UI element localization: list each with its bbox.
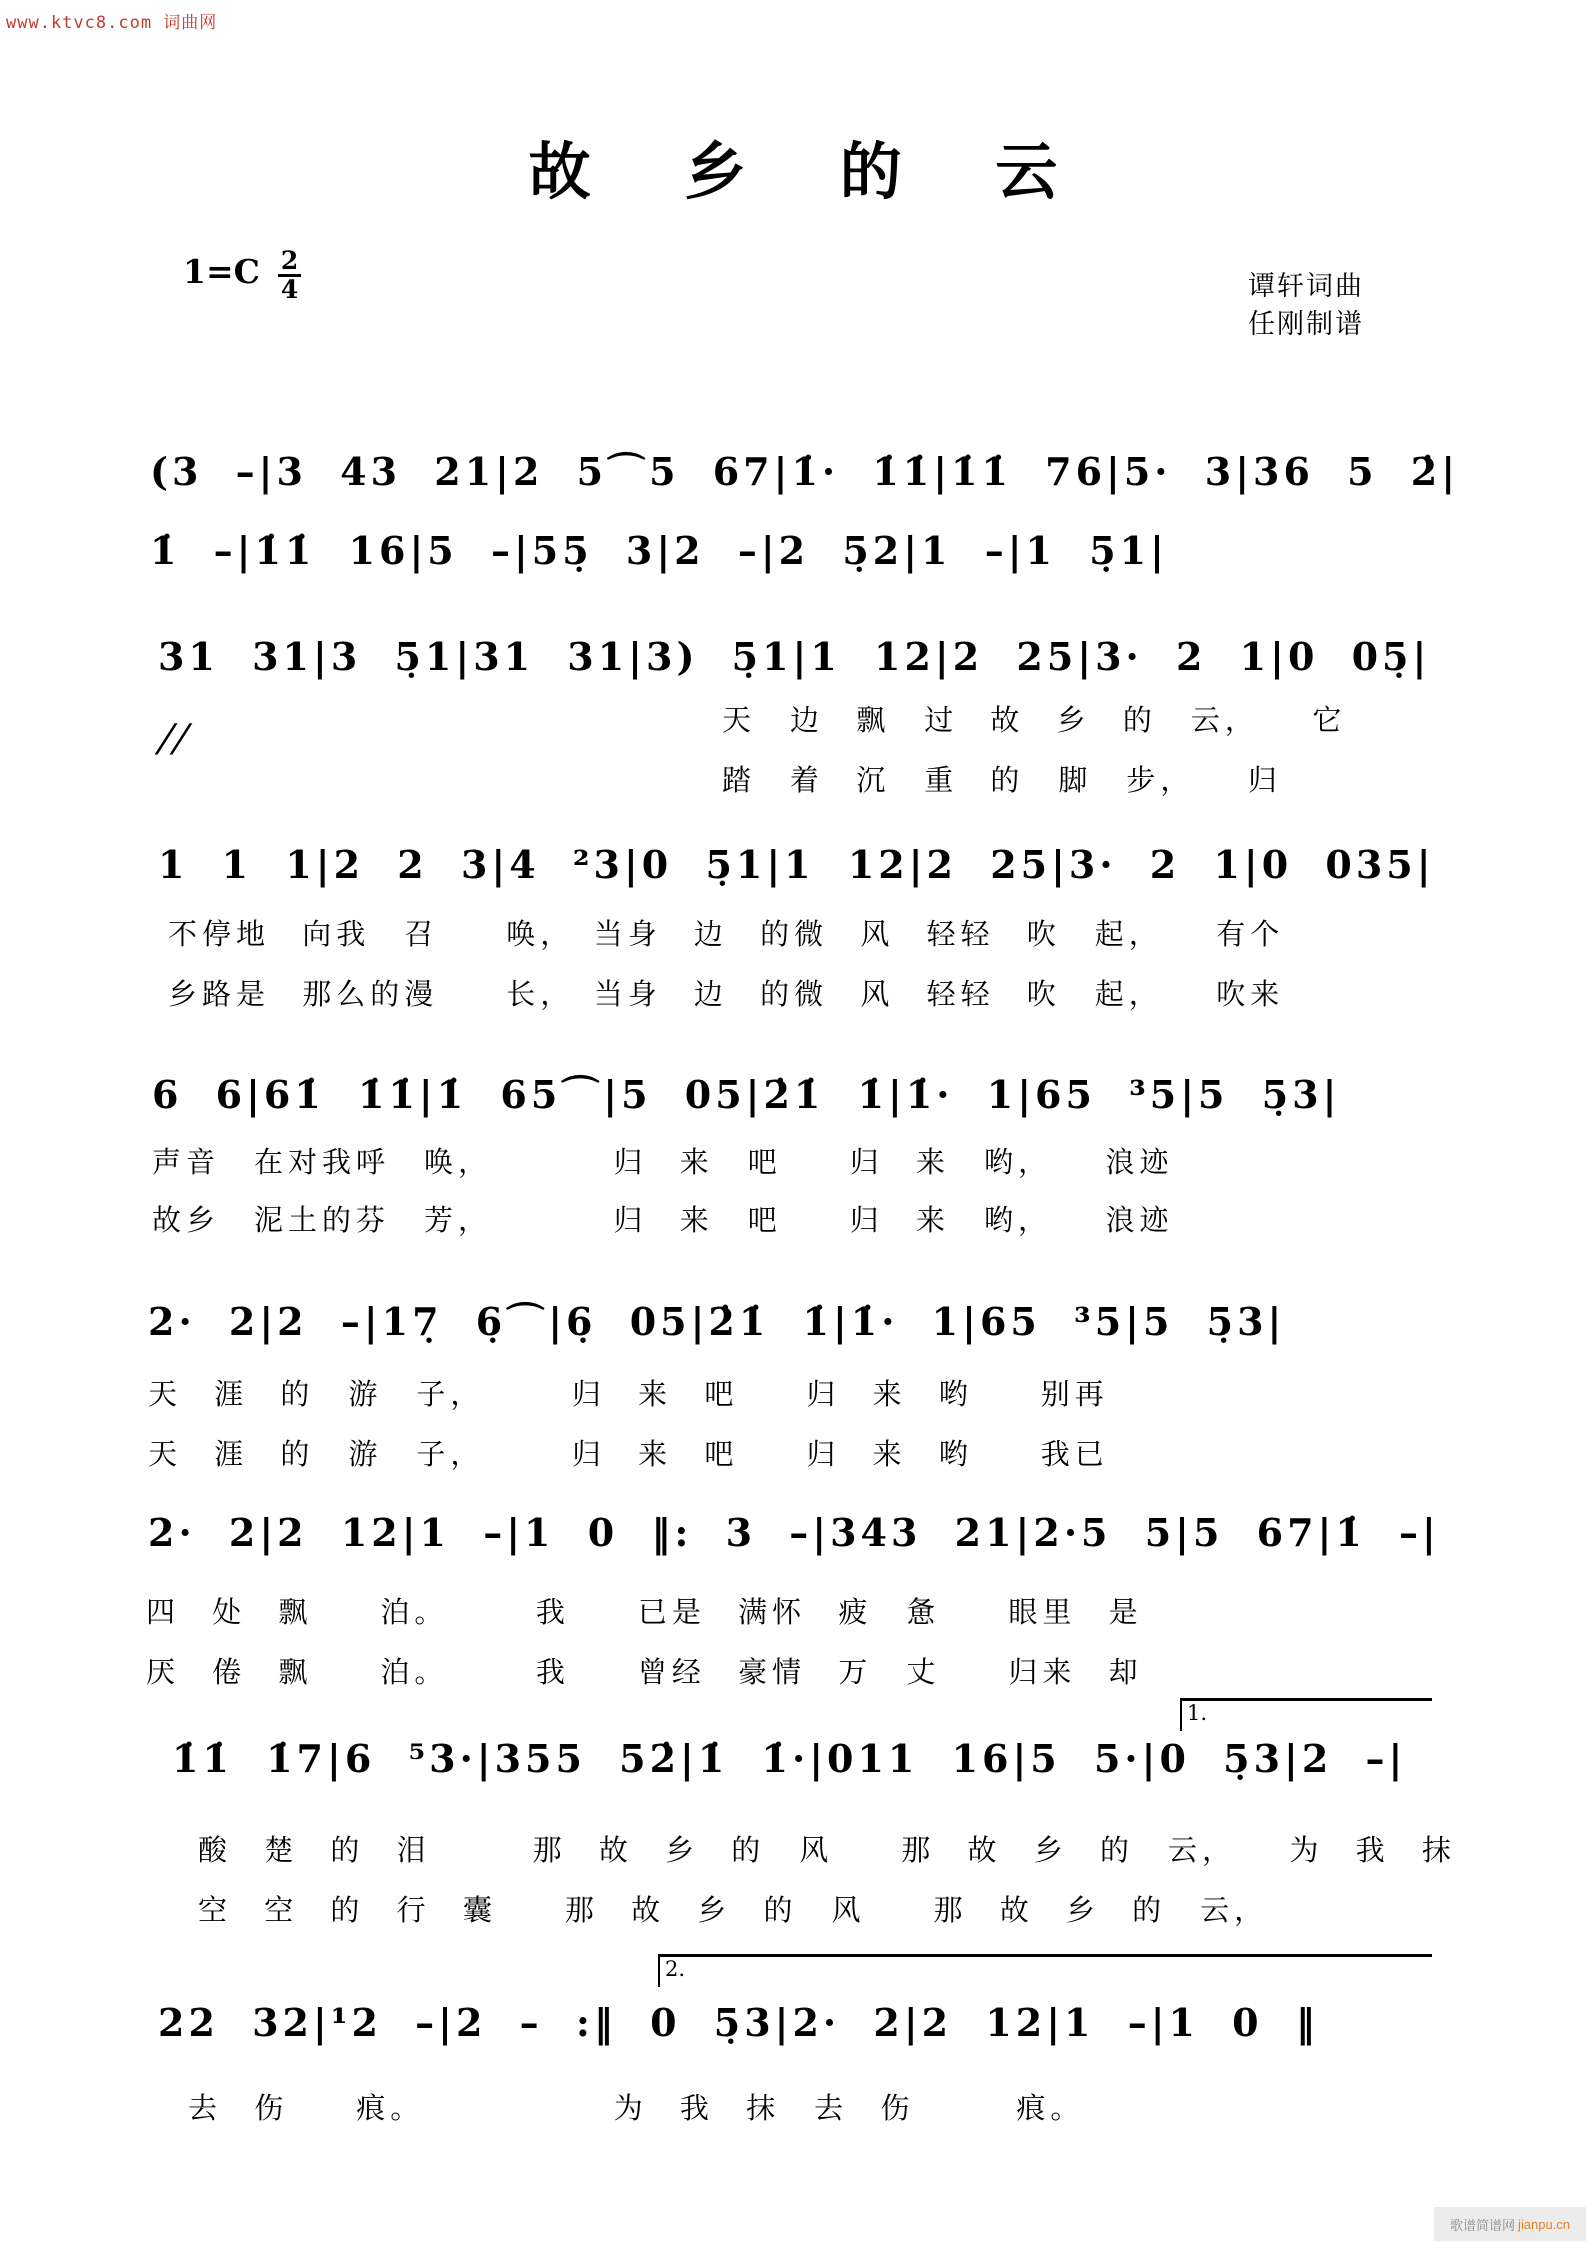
lyrics-line-9: 去 伤 痕。 为 我 抹 去 伤 痕。	[188, 2091, 1085, 2125]
key-label: 1=C	[183, 252, 260, 291]
meter-denominator: 4	[280, 275, 299, 305]
lyrics-line-3a: 天 边 飘 过 故 乡 的 云， 它	[722, 703, 1347, 737]
lyrics-line-8b: 空 空 的 行 囊 那 故 乡 的 风 那 故 乡 的 云，	[198, 1893, 1269, 1927]
credits	[1248, 268, 1364, 344]
time-signature	[278, 248, 301, 304]
credit-lyricist-composer: 谭轩词曲	[1248, 271, 1364, 302]
watermark-bottom	[1434, 2207, 1586, 2241]
notation-line-1: (3 –|3 43 21|2 5⌒5 67|1̇· 1̇1̇|1̇1̇ 76|5· 3|36 5 2̇|	[150, 449, 1460, 494]
notation-line-2: 1̇ –|1̇1̇ 16|5 –|55̣ 3|2 –|2 5̣2|1 –|1 5̣1|	[150, 528, 1168, 573]
lyrics-line-5b: 故乡 泥土的芬 芳， 归 来 吧 归 来 哟， 浪迹	[152, 1203, 1174, 1237]
lyrics-line-7b: 厌 倦 飘 泊。 我 曾经 豪情 万 丈 归来 却	[146, 1655, 1143, 1689]
watermark-site-url: jianpu.cn	[1517, 2216, 1571, 2232]
lyrics-line-3b: 踏 着 沉 重 的 脚 步， 归	[722, 763, 1282, 797]
volta-1-label: 1.	[1187, 1701, 1208, 1725]
watermark-site-name: 歌谱简谱网	[1449, 2217, 1515, 2233]
volta-bracket-1	[1180, 1698, 1432, 1731]
meter-numerator: 2	[278, 248, 301, 277]
lyrics-line-5a: 声音 在对我呼 唤， 归 来 吧 归 来 哟， 浪迹	[152, 1145, 1174, 1179]
notation-line-4: 1 1 1|2 2 3|4 ²3|0 5̣1|1 12|2 25|3· 2 1|0 035|	[158, 842, 1435, 887]
notation-line-8: 1̇1̇ 1̇7|6 ⁵3·|355 52̇|1̇ 1̇·|011 16|5 5·|0 5̣3|2 –|	[172, 1736, 1407, 1781]
notation-line-9: 22 32|¹2 –|2 – :‖ 0 5̣3|2· 2|2 12|1 –|1 0 ‖	[158, 2000, 1319, 2045]
volta-bracket-2	[658, 1954, 1432, 1987]
page-title: 故 乡 的 云	[528, 135, 1094, 208]
lyrics-line-7a: 四 处 飘 泊。 我 已是 满怀 疲 惫 眼里 是	[146, 1595, 1143, 1629]
breath-mark: //	[152, 716, 197, 760]
lyrics-line-8a: 酸 楚 的 泪 那 故 乡 的 风 那 故 乡 的 云， 为 我 抹	[198, 1833, 1456, 1867]
notation-line-7: 2· 2|2 12|1 –|1 0 ‖: 3 –|343 21|2·5 5|5 67|1̇ –|	[148, 1510, 1440, 1555]
lyrics-line-6a: 天 涯 的 游 子， 归 来 吧 归 来 哟 别再	[148, 1377, 1109, 1411]
lyrics-line-4a: 不停地 向我 召 唤， 当身 边 的微 风 轻轻 吹 起， 有个	[168, 917, 1285, 951]
notation-line-5: 6 6|61̇ 1̇1̇|1̇ 65⌒|5 05|2̇1̇ 1̇|1̇· 1|65 ³5|5 5̣3|	[152, 1072, 1341, 1117]
watermark-top: www.ktvc8.com 词曲网	[6, 13, 218, 33]
notation-line-6: 2· 2|2 –|17̣ 6̣⌒|6̣ 05|2̇1̇ 1̇|1̇· 1|65 ³5|5 5̣3|	[148, 1299, 1286, 1344]
volta-2-label: 2.	[665, 1957, 686, 1981]
lyrics-line-4b: 乡路是 那么的漫 长， 当身 边 的微 风 轻轻 吹 起， 吹来	[168, 977, 1285, 1011]
lyrics-line-6b: 天 涯 的 游 子， 归 来 吧 归 来 哟 我已	[148, 1437, 1109, 1471]
notation-line-3: 31 31|3 5̣1|31 31|3) 5̣1|1 12|2 25|3· 2 1|0 05̣|	[158, 634, 1431, 679]
credit-transcriber: 任刚制谱	[1248, 309, 1364, 340]
key-signature	[183, 246, 301, 305]
